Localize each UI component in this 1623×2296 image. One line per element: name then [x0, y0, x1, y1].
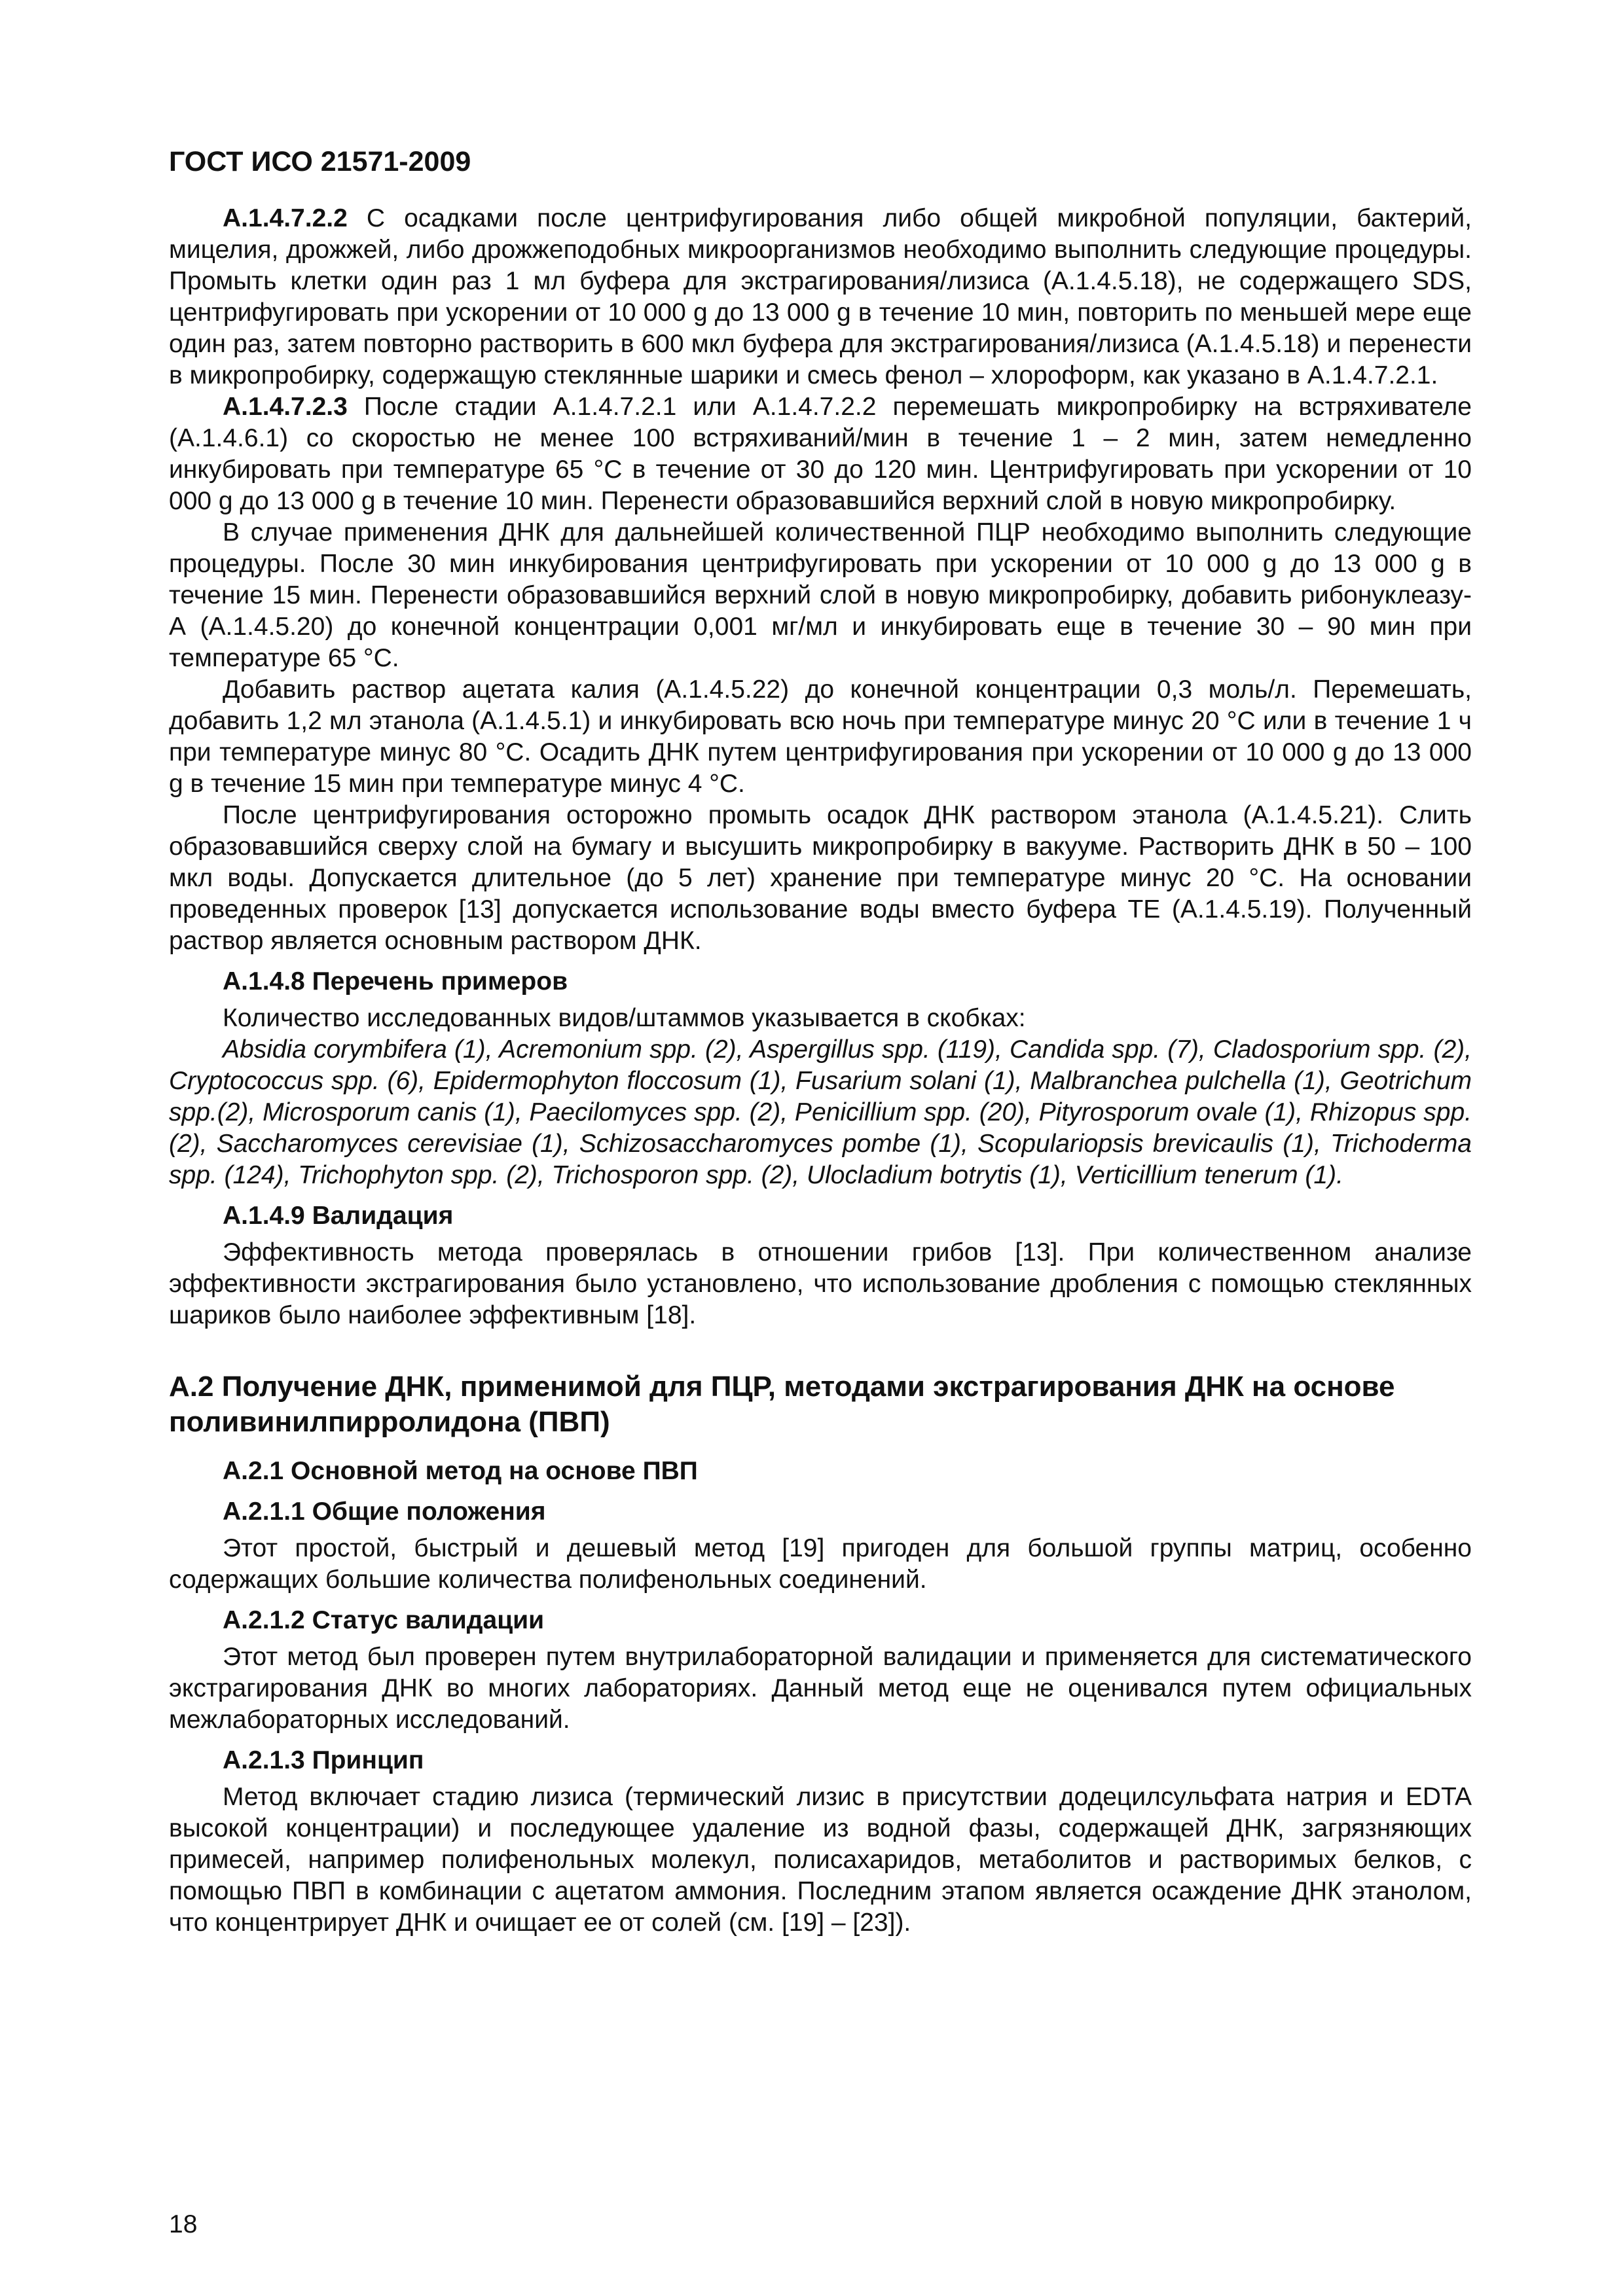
- page-number: 18: [169, 2210, 198, 2238]
- document-page: [169, 144, 1472, 2251]
- paragraph-a14723: [169, 391, 1472, 517]
- heading-a148: А.1.4.8 Перечень примеров: [223, 967, 568, 996]
- clause-number: А.1.4.7.2.2: [223, 204, 348, 232]
- clause-number: А.1.4.7.2.3: [223, 393, 348, 421]
- paragraph-a14722: [169, 203, 1472, 391]
- paragraph-examples-intro: Количество исследованных видов/штаммов указывается в скобках:: [223, 1004, 1026, 1032]
- section-heading-a2: А.2 Получение ДНК, применимой для ПЦР, методами экстрагирования ДНК на основе поливинилпирролидона (ПВП): [169, 1371, 1395, 1438]
- paragraph-validation-status: Этот метод был проверен путем внутрилабораторной валидации и применяется для систематического экстрагирования ДНК во многих лабораториях. Данный метод еще не оценивался путем официальных межлабораторных исследований.: [169, 1643, 1472, 1734]
- paragraph-validation: Эффективность метода проверялась в отношении грибов [13]. При количественном анализе эффективности экстрагирования было установлено, что использование дробления с помощью стеклянных шариков было наиболее эффективным [18].: [169, 1238, 1472, 1329]
- heading-a213: А.2.1.3 Принцип: [223, 1746, 424, 1774]
- paragraph-principle: Метод включает стадию лизиса (термический лизис в присутствии додецилсульфата натрия и EDTA высокой концентрации) и последующее удаление из водной фазы, содержащей ДНК, загрязняющих примесей, например полифенольных молекул, полисахаридов, метаболитов и растворимых белков, с помощью ПВП в комбинации с ацетатом аммония. Последним этапом является осаждение ДНК этанолом, что концентрирует ДНК и очищает ее от солей (см. [19] – [23]).: [169, 1783, 1472, 1937]
- paragraph-text: После стадии А.1.4.7.2.1 или А.1.4.7.2.2 перемешать микропробирку на встряхивателе (А.1.4.6.1) со скоростью не менее 100 встряхиваний/мин в течение 1 – 2 мин, затем немедленно инкубировать при температуре 65 °С в течение от 30 до 120 мин. Центрифугировать при ускорении от 10 000 g до 13 000 g в течение 10 мин. Перенести образовавшийся верхний слой в новую микропробирку.: [169, 393, 1472, 515]
- paragraph-potassium-acetate: Добавить раствор ацетата калия (А.1.4.5.22) до конечной концентрации 0,3 моль/л. Перемешать, добавить 1,2 мл этанола (А.1.4.5.1) и инкубировать всю ночь при температуре минус 20 °С или в течение 1 ч при температуре минус 80 °С. Осадить ДНК путем центрифугирования при ускорении от 10 000 g до 13 000 g в течение 15 мин при температуре минус 4 °С.: [169, 675, 1472, 798]
- document-header: ГОСТ ИСО 21571-2009: [169, 146, 471, 177]
- paragraph-text: С осадками после центрифугирования либо общей микробной популяции, бактерий, мицелия, дрожжей, либо дрожжеподобных микроорганизмов необходимо выполнить следующие процедуры. Промыть клетки один раз 1 мл буфера для экстрагирования/лизиса (А.1.4.5.18), не содержащего SDS, центрифугировать при ускорении от 10 000 g до 13 000 g в течение 10 мин, повторить по меньшей мере еще один раз, затем повторно растворить в 600 мкл буфера для экстрагирования/лизиса (А.1.4.5.18) и перенести в микропробирку, содержащую стеклянные шарики и смесь фенол – хлороформ, как указано в А.1.4.7.2.1.: [169, 204, 1472, 389]
- heading-a149: А.1.4.9 Валидация: [223, 1202, 454, 1230]
- paragraph-quantitative-pcr: В случае применения ДНК для дальнейшей количественной ПЦР необходимо выполнить следующие процедуры. После 30 мин инкубирования центрифугировать при ускорении от 10 000 g до 13 000 g в течение 15 мин. Перенести образовавшийся верхний слой в новую микропробирку, добавить рибонуклеазу-А (А.1.4.5.20) до конечной концентрации 0,001 мг/мл и инкубировать еще в течение 30 – 90 мин при температуре 65 °С.: [169, 518, 1472, 672]
- heading-a21: А.2.1 Основной метод на основе ПВП: [223, 1457, 698, 1485]
- paragraph-general: Этот простой, быстрый и дешевый метод [19] пригоден для большой группы матриц, особенно содержащих большие количества полифенольных соединений.: [169, 1534, 1472, 1594]
- heading-a212: А.2.1.2 Статус валидации: [223, 1606, 545, 1634]
- paragraph-species-list: Absidia corymbifera (1), Acremonium spp. (2), Aspergillus spp. (119), Candida spp. (7), Cladosporium spp. (2), Cryptococcus spp. (6), Epidermophyton floccosum (1), Fusarium solani (1), Malbranchea pulchella (1), Geotrichum spp.(2), Microsporum canis (1), Paecilomyces spp. (2), Penicillium spp. (20), Pityrosporum ovale (1), Rhizopus spp. (2), Saccharomyces cerevisiae (1), Schizosaccharomyces pombe (1), Scopulariopsis brevicaulis (1), Trichoderma spp. (124), Trichophyton spp. (2), Trichosporon spp. (2), Ulocladium botrytis (1), Verticillium tenerum (1).: [169, 1035, 1472, 1189]
- heading-a211: А.2.1.1 Общие положения: [223, 1498, 546, 1526]
- paragraph-ethanol-wash: После центрифугирования осторожно промыть осадок ДНК раствором этанола (А.1.4.5.21). Слить образовавшийся сверху слой на бумагу и высушить микропробирку в вакууме. Растворить ДНК в 50 – 100 мкл воды. Допускается длительное (до 5 лет) хранение при температуре минус 20 °С. На основании проведенных проверок [13] допускается использование воды вместо буфера ТЕ (А.1.4.5.19). Полученный раствор является основным раствором ДНК.: [169, 801, 1472, 955]
